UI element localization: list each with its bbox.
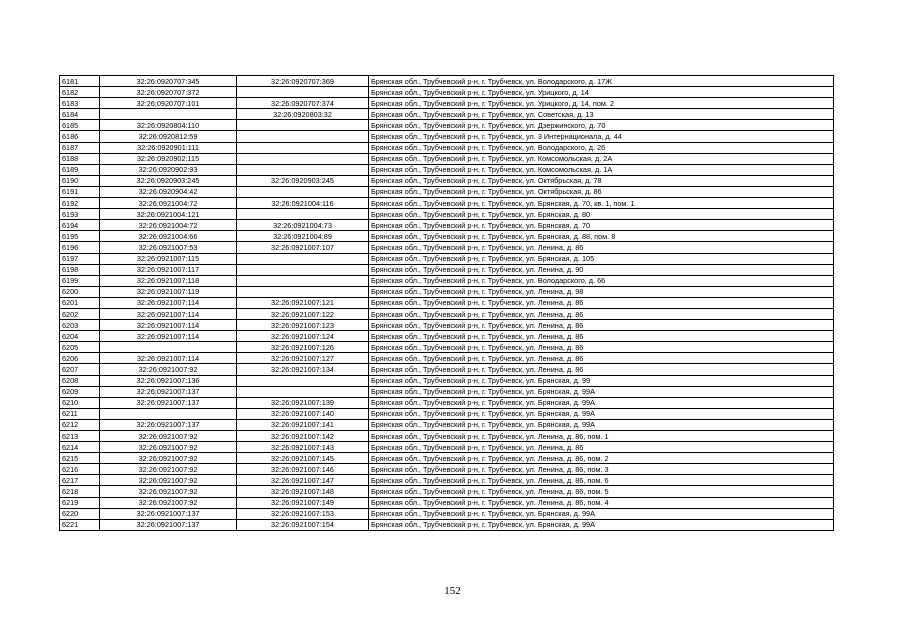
- table-row: [60, 109, 834, 120]
- table-row: [60, 164, 834, 175]
- object-cadastral-number-cell: [237, 164, 369, 175]
- address-cell: Брянская обл., Трубчевский р-н, г. Трубчевск, ул. Ленина, д. 86: [369, 353, 834, 364]
- table-row: [60, 131, 834, 142]
- cadastral-number-cell: [100, 342, 237, 353]
- object-cadastral-number-cell: [237, 386, 369, 397]
- table-row: [60, 242, 834, 253]
- table-row: [60, 519, 834, 530]
- address-cell: Брянская обл., Трубчевский р-н, г. Трубчевск, ул. Урицкого, д. 14: [369, 87, 834, 98]
- table-row: [60, 198, 834, 209]
- row-number-cell: 6191: [60, 186, 100, 197]
- table-row: [60, 87, 834, 98]
- row-number-cell: 6202: [60, 308, 100, 319]
- object-cadastral-number-cell: 32:26:0920803:32: [237, 109, 369, 120]
- table-row: [60, 275, 834, 286]
- cadastral-number-cell: 32:26:0921004:66: [100, 231, 237, 242]
- cadastral-number-cell: 32:26:0921007:92: [100, 453, 237, 464]
- address-cell: Брянская обл., Трубчевский р-н, г. Трубчевск, ул. Брянская, д. 99А: [369, 508, 834, 519]
- table-row: [60, 486, 834, 497]
- cadastral-number-cell: 32:26:0920902:93: [100, 164, 237, 175]
- object-cadastral-number-cell: 32:26:0921007:148: [237, 486, 369, 497]
- row-number-cell: 6188: [60, 153, 100, 164]
- address-cell: Брянская обл., Трубчевский р-н, г. Трубчевск, ул. Брянская, д. 70, кв. 1, пом. 1: [369, 198, 834, 209]
- cadastral-number-cell: [100, 408, 237, 419]
- object-cadastral-number-cell: [237, 120, 369, 131]
- table-row: [60, 231, 834, 242]
- address-cell: Брянская обл., Трубчевский р-н, г. Трубчевск, ул. Брянская, д. 99А: [369, 408, 834, 419]
- cadastral-number-cell: 32:26:0921004:121: [100, 209, 237, 220]
- table-row: [60, 98, 834, 109]
- table-row: [60, 308, 834, 319]
- address-cell: Брянская обл., Трубчевский р-н, г. Трубчевск, ул. Ленина, д. 86, пом. 3: [369, 464, 834, 475]
- cadastral-number-cell: 32:26:0920707:345: [100, 76, 237, 87]
- table-row: [60, 186, 834, 197]
- cadastral-number-cell: 32:26:0921004:72: [100, 198, 237, 209]
- object-cadastral-number-cell: [237, 275, 369, 286]
- cadastral-number-cell: 32:26:0920901:111: [100, 142, 237, 153]
- cadastral-number-cell: 32:26:0921007:53: [100, 242, 237, 253]
- object-cadastral-number-cell: 32:26:0921004:89: [237, 231, 369, 242]
- object-cadastral-number-cell: [237, 375, 369, 386]
- address-cell: Брянская обл., Трубчевский р-н, г. Трубчевск, ул. Ленина, д. 86, пом. 1: [369, 431, 834, 442]
- table-row: [60, 453, 834, 464]
- table-row: [60, 264, 834, 275]
- cadastral-number-cell: 32:26:0921007:118: [100, 275, 237, 286]
- object-cadastral-number-cell: [237, 253, 369, 264]
- row-number-cell: 6208: [60, 375, 100, 386]
- cadastral-number-cell: [100, 109, 237, 120]
- table-row: [60, 375, 834, 386]
- object-cadastral-number-cell: 32:26:0921007:122: [237, 308, 369, 319]
- address-cell: Брянская обл., Трубчевский р-н, г. Трубчевск, ул. Урицкого, д. 14, пом. 2: [369, 98, 834, 109]
- cadastral-number-cell: 32:26:0921007:92: [100, 486, 237, 497]
- table-row: [60, 386, 834, 397]
- row-number-cell: 6184: [60, 109, 100, 120]
- address-cell: Брянская обл., Трубчевский р-н, г. Трубчевск, ул. Ленина, д. 86, пом. 5: [369, 486, 834, 497]
- address-cell: Брянская обл., Трубчевский р-н, г. Трубчевск, ул. Комсомольская, д. 1А: [369, 164, 834, 175]
- address-cell: Брянская обл., Трубчевский р-н, г. Трубчевск, ул. Дзержинского, д. 70: [369, 120, 834, 131]
- cadastral-number-cell: 32:26:0921007:137: [100, 419, 237, 430]
- table-row: [60, 320, 834, 331]
- table-row: [60, 431, 834, 442]
- object-cadastral-number-cell: [237, 186, 369, 197]
- object-cadastral-number-cell: 32:26:0921007:121: [237, 297, 369, 308]
- cadastral-number-cell: 32:26:0921007:114: [100, 320, 237, 331]
- object-cadastral-number-cell: 32:26:0921004:73: [237, 220, 369, 231]
- object-cadastral-number-cell: 32:26:0921007:145: [237, 453, 369, 464]
- table-row: [60, 442, 834, 453]
- address-cell: Брянская обл., Трубчевский р-н, г. Трубчевск, ул. Ленина, д. 86: [369, 442, 834, 453]
- cadastral-number-cell: 32:26:0921007:92: [100, 475, 237, 486]
- row-number-cell: 6213: [60, 431, 100, 442]
- row-number-cell: 6189: [60, 164, 100, 175]
- object-cadastral-number-cell: [237, 286, 369, 297]
- object-cadastral-number-cell: 32:26:0921007:141: [237, 419, 369, 430]
- table-row: [60, 76, 834, 87]
- cadastral-number-cell: 32:26:0921007:137: [100, 386, 237, 397]
- cadastral-number-cell: 32:26:0921007:92: [100, 442, 237, 453]
- address-cell: Брянская обл., Трубчевский р-н, г. Трубчевск, ул. Брянская, д. 99А: [369, 419, 834, 430]
- table-row: [60, 175, 834, 186]
- row-number-cell: 6210: [60, 397, 100, 408]
- object-cadastral-number-cell: 32:26:0921007:153: [237, 508, 369, 519]
- table-row: [60, 220, 834, 231]
- table-row: [60, 508, 834, 519]
- cadastral-number-cell: 32:26:0921004:72: [100, 220, 237, 231]
- table-row: [60, 408, 834, 419]
- address-cell: Брянская обл., Трубчевский р-н, г. Трубчевск, ул. Володарского, д. 17Ж: [369, 76, 834, 87]
- table-row: [60, 209, 834, 220]
- cadastral-number-cell: 32:26:0921007:117: [100, 264, 237, 275]
- table-row: [60, 331, 834, 342]
- object-cadastral-number-cell: 32:26:0921007:126: [237, 342, 369, 353]
- address-cell: Брянская обл., Трубчевский р-н, г. Трубчевск, ул. Октябрьская, д. 86: [369, 186, 834, 197]
- row-number-cell: 6200: [60, 286, 100, 297]
- table-row: [60, 153, 834, 164]
- table-row: [60, 419, 834, 430]
- object-cadastral-number-cell: 32:26:0921007:140: [237, 408, 369, 419]
- address-cell: Брянская обл., Трубчевский р-н, г. Трубчевск, ул. Советская, д. 13: [369, 109, 834, 120]
- address-cell: Брянская обл., Трубчевский р-н, г. Трубчевск, ул. Володарского, д. 26: [369, 142, 834, 153]
- address-cell: Брянская обл., Трубчевский р-н, г. Трубчевск, ул. Ленина, д. 90: [369, 264, 834, 275]
- object-cadastral-number-cell: 32:26:0921007:154: [237, 519, 369, 530]
- object-cadastral-number-cell: 32:26:0921007:127: [237, 353, 369, 364]
- address-cell: Брянская обл., Трубчевский р-н, г. Трубчевск, ул. Володарского, д. 66: [369, 275, 834, 286]
- row-number-cell: 6209: [60, 386, 100, 397]
- address-cell: Брянская обл., Трубчевский р-н, г. Трубчевск, ул. Брянская, д. 99: [369, 375, 834, 386]
- address-cell: Брянская обл., Трубчевский р-н, г. Трубчевск, ул. Октябрьская, д. 78: [369, 175, 834, 186]
- table-row: [60, 253, 834, 264]
- address-cell: Брянская обл., Трубчевский р-н, г. Трубчевск, ул. Брянская, д. 105: [369, 253, 834, 264]
- row-number-cell: 6198: [60, 264, 100, 275]
- object-cadastral-number-cell: 32:26:0920903:245: [237, 175, 369, 186]
- cadastral-number-cell: 32:26:0921007:92: [100, 464, 237, 475]
- cadastral-number-cell: 32:26:0921007:114: [100, 353, 237, 364]
- address-cell: Брянская обл., Трубчевский р-н, г. Трубчевск, ул. Ленина, д. 86: [369, 320, 834, 331]
- cadastral-number-cell: 32:26:0921007:136: [100, 375, 237, 386]
- row-number-cell: 6190: [60, 175, 100, 186]
- address-cell: Брянская обл., Трубчевский р-н, г. Трубчевск, ул. Ленина, д. 98: [369, 286, 834, 297]
- table-row: [60, 397, 834, 408]
- cadastral-number-cell: 32:26:0920707:101: [100, 98, 237, 109]
- table-row: [60, 297, 834, 308]
- address-cell: Брянская обл., Трубчевский р-н, г. Трубчевск, ул. Брянская, д. 99А: [369, 519, 834, 530]
- cadastral-number-cell: 32:26:0920902:115: [100, 153, 237, 164]
- row-number-cell: 6220: [60, 508, 100, 519]
- cadastral-number-cell: 32:26:0921007:114: [100, 331, 237, 342]
- table-row: [60, 364, 834, 375]
- cadastral-number-cell: 32:26:0921007:92: [100, 431, 237, 442]
- cadastral-number-cell: 32:26:0920812:59: [100, 131, 237, 142]
- cadastral-number-cell: 32:26:0920903:245: [100, 175, 237, 186]
- row-number-cell: 6214: [60, 442, 100, 453]
- address-cell: Брянская обл., Трубчевский р-н, г. Трубчевск, ул. 3 Интернационала, д. 44: [369, 131, 834, 142]
- row-number-cell: 6186: [60, 131, 100, 142]
- address-cell: Брянская обл., Трубчевский р-н, г. Трубчевск, ул. Ленина, д. 86: [369, 242, 834, 253]
- row-number-cell: 6203: [60, 320, 100, 331]
- address-cell: Брянская обл., Трубчевский р-н, г. Трубчевск, ул. Брянская, д. 99А: [369, 397, 834, 408]
- row-number-cell: 6199: [60, 275, 100, 286]
- cadastral-number-cell: 32:26:0920804:110: [100, 120, 237, 131]
- cadastral-number-cell: 32:26:0921007:137: [100, 519, 237, 530]
- cadastral-number-cell: 32:26:0921007:137: [100, 508, 237, 519]
- row-number-cell: 6212: [60, 419, 100, 430]
- address-cell: Брянская обл., Трубчевский р-н, г. Трубчевск, ул. Ленина, д. 86, пом. 6: [369, 475, 834, 486]
- page-number: 152: [444, 585, 461, 597]
- table-row: [60, 464, 834, 475]
- object-cadastral-number-cell: 32:26:0921007:123: [237, 320, 369, 331]
- address-cell: Брянская обл., Трубчевский р-н, г. Трубчевск, ул. Ленина, д. 86: [369, 331, 834, 342]
- object-cadastral-number-cell: [237, 209, 369, 220]
- row-number-cell: 6195: [60, 231, 100, 242]
- table-row: [60, 120, 834, 131]
- cadastral-number-cell: 32:26:0921007:114: [100, 297, 237, 308]
- object-cadastral-number-cell: 32:26:0921007:147: [237, 475, 369, 486]
- address-cell: Брянская обл., Трубчевский р-н, г. Трубчевск, ул. Ленина, д. 86, пом. 2: [369, 453, 834, 464]
- table-row: [60, 475, 834, 486]
- row-number-cell: 6215: [60, 453, 100, 464]
- row-number-cell: 6219: [60, 497, 100, 508]
- row-number-cell: 6194: [60, 220, 100, 231]
- address-cell: Брянская обл., Трубчевский р-н, г. Трубчевск, ул. Брянская, д. 88, пом. 8: [369, 231, 834, 242]
- address-cell: Брянская обл., Трубчевский р-н, г. Трубчевск, ул. Ленина, д. 86: [369, 342, 834, 353]
- table-row: [60, 497, 834, 508]
- object-cadastral-number-cell: 32:26:0921007:134: [237, 364, 369, 375]
- row-number-cell: 6182: [60, 87, 100, 98]
- address-cell: Брянская обл., Трубчевский р-н, г. Трубчевск, ул. Ленина, д. 86: [369, 308, 834, 319]
- row-number-cell: 6192: [60, 198, 100, 209]
- row-number-cell: 6193: [60, 209, 100, 220]
- row-number-cell: 6183: [60, 98, 100, 109]
- row-number-cell: 6187: [60, 142, 100, 153]
- object-cadastral-number-cell: 32:26:0920707:374: [237, 98, 369, 109]
- address-cell: Брянская обл., Трубчевский р-н, г. Трубчевск, ул. Ленина, д. 86: [369, 297, 834, 308]
- address-cell: Брянская обл., Трубчевский р-н, г. Трубчевск, ул. Комсомольская, д. 2А: [369, 153, 834, 164]
- object-cadastral-number-cell: 32:26:0921004:116: [237, 198, 369, 209]
- object-cadastral-number-cell: [237, 264, 369, 275]
- row-number-cell: 6205: [60, 342, 100, 353]
- table-row: [60, 353, 834, 364]
- address-cell: Брянская обл., Трубчевский р-н, г. Трубчевск, ул. Брянская, д. 99А: [369, 386, 834, 397]
- address-cell: Брянская обл., Трубчевский р-н, г. Трубчевск, ул. Брянская, д. 70: [369, 220, 834, 231]
- cadastral-number-cell: 32:26:0921007:119: [100, 286, 237, 297]
- object-cadastral-number-cell: [237, 131, 369, 142]
- cadastral-number-cell: 32:26:0921007:137: [100, 397, 237, 408]
- row-number-cell: 6204: [60, 331, 100, 342]
- object-cadastral-number-cell: [237, 153, 369, 164]
- row-number-cell: 6207: [60, 364, 100, 375]
- object-cadastral-number-cell: [237, 142, 369, 153]
- address-cell: Брянская обл., Трубчевский р-н, г. Трубчевск, ул. Брянская, д. 80: [369, 209, 834, 220]
- object-cadastral-number-cell: 32:26:0920707:369: [237, 76, 369, 87]
- row-number-cell: 6218: [60, 486, 100, 497]
- table-body: [60, 76, 834, 531]
- cadastral-number-cell: 32:26:0920904:42: [100, 186, 237, 197]
- row-number-cell: 6185: [60, 120, 100, 131]
- address-cell: Брянская обл., Трубчевский р-н, г. Трубчевск, ул. Ленина, д. 86, пом. 4: [369, 497, 834, 508]
- table-row: [60, 342, 834, 353]
- object-cadastral-number-cell: 32:26:0921007:139: [237, 397, 369, 408]
- object-cadastral-number-cell: 32:26:0921007:146: [237, 464, 369, 475]
- row-number-cell: 6196: [60, 242, 100, 253]
- property-register-table: [59, 75, 834, 531]
- object-cadastral-number-cell: 32:26:0921007:124: [237, 331, 369, 342]
- cadastral-number-cell: 32:26:0921007:92: [100, 364, 237, 375]
- address-cell: Брянская обл., Трубчевский р-н, г. Трубчевск, ул. Ленина, д. 86: [369, 364, 834, 375]
- object-cadastral-number-cell: 32:26:0921007:107: [237, 242, 369, 253]
- row-number-cell: 6217: [60, 475, 100, 486]
- row-number-cell: 6216: [60, 464, 100, 475]
- table-row: [60, 142, 834, 153]
- object-cadastral-number-cell: 32:26:0921007:143: [237, 442, 369, 453]
- row-number-cell: 6197: [60, 253, 100, 264]
- object-cadastral-number-cell: 32:26:0921007:142: [237, 431, 369, 442]
- cadastral-number-cell: 32:26:0921007:114: [100, 308, 237, 319]
- cadastral-number-cell: 32:26:0921007:92: [100, 497, 237, 508]
- row-number-cell: 6206: [60, 353, 100, 364]
- object-cadastral-number-cell: 32:26:0921007:149: [237, 497, 369, 508]
- object-cadastral-number-cell: [237, 87, 369, 98]
- row-number-cell: 6211: [60, 408, 100, 419]
- table-row: [60, 286, 834, 297]
- row-number-cell: 6221: [60, 519, 100, 530]
- row-number-cell: 6181: [60, 76, 100, 87]
- cadastral-number-cell: 32:26:0920707:372: [100, 87, 237, 98]
- cadastral-number-cell: 32:26:0921007:115: [100, 253, 237, 264]
- row-number-cell: 6201: [60, 297, 100, 308]
